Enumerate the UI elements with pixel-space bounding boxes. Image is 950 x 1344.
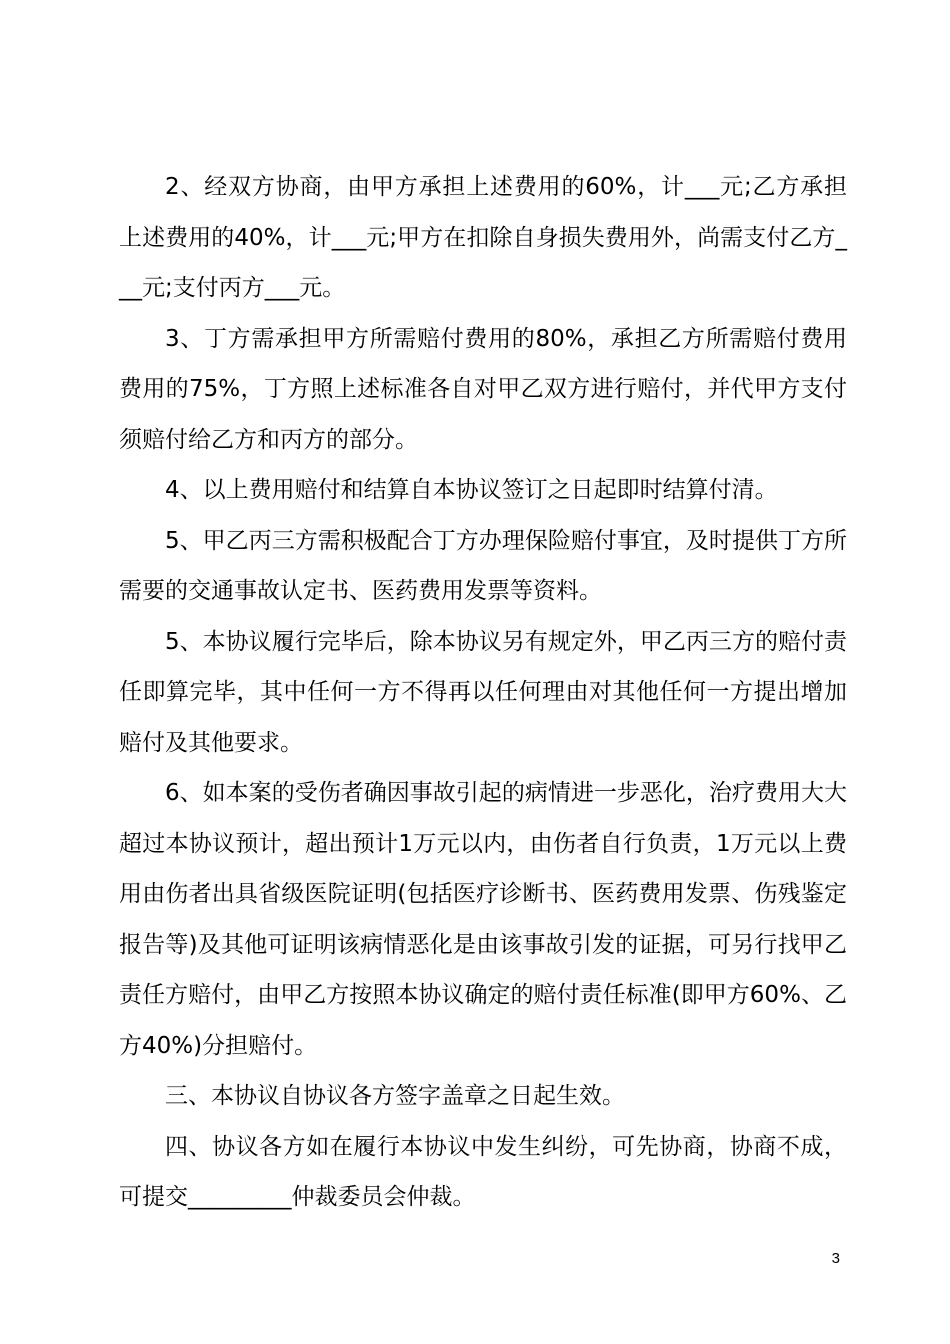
document-body xyxy=(119,162,847,1223)
paragraph-completion: 5、本协议履行完毕后，除本协议另有规定外，甲乙丙三方的赔付责任即算完毕，其中任何一方不得再以任何理由对其他任何一方提出增加赔付及其他要求。 xyxy=(119,628,847,756)
paragraph-cost-sharing: 2、经双方协商，由甲方承担上述费用的60%，计___元;乙方承担上述费用的40%，计___元;甲方在扣除自身损失费用外，尚需支付乙方___元;支付丙方___元。 xyxy=(119,174,847,301)
paragraph-insurance-cooperation: 5、甲乙丙三方需积极配合丁方办理保险赔付事宜，及时提供丁方所需要的交通事故认定书、医药费用发票等资料。 xyxy=(119,527,847,604)
paragraph-worsening-condition: 6、如本案的受伤者确因事故引起的病情进一步恶化，治疗费用大大超过本协议预计，超出预计1万元以内，由伤者自行负责，1万元以上费用由伤者出具省级医院证明(包括医疗诊断书、医药费用发票、伤残鉴定报告等)及其他可证明该病情恶化是由该事故引发的证据，可另行找甲乙责任方赔付，由甲乙方按照本协议确定的赔付责任标准(即甲方60%、乙方40%)分担赔付。 xyxy=(119,780,847,1059)
paragraph-insurer-share: 3、丁方需承担甲方所需赔付费用的80%，承担乙方所需赔付费用费用的75%，丁方照上述标准各自对甲乙双方进行赔付，并代甲方支付须赔付给乙方和丙方的部分。 xyxy=(119,325,847,453)
paragraph-dispute-resolution: 四、协议各方如在履行本协议中发生纠纷，可先协商，协商不成，可提交_________仲裁委员会仲裁。 xyxy=(119,1133,847,1210)
page-number: 3 xyxy=(831,1250,840,1267)
paragraph-settlement: 4、以上费用赔付和结算自本协议签订之日起即时结算付清。 xyxy=(165,477,778,503)
paragraph-effective-date: 三、本协议自协议各方签字盖章之日起生效。 xyxy=(165,1083,625,1109)
